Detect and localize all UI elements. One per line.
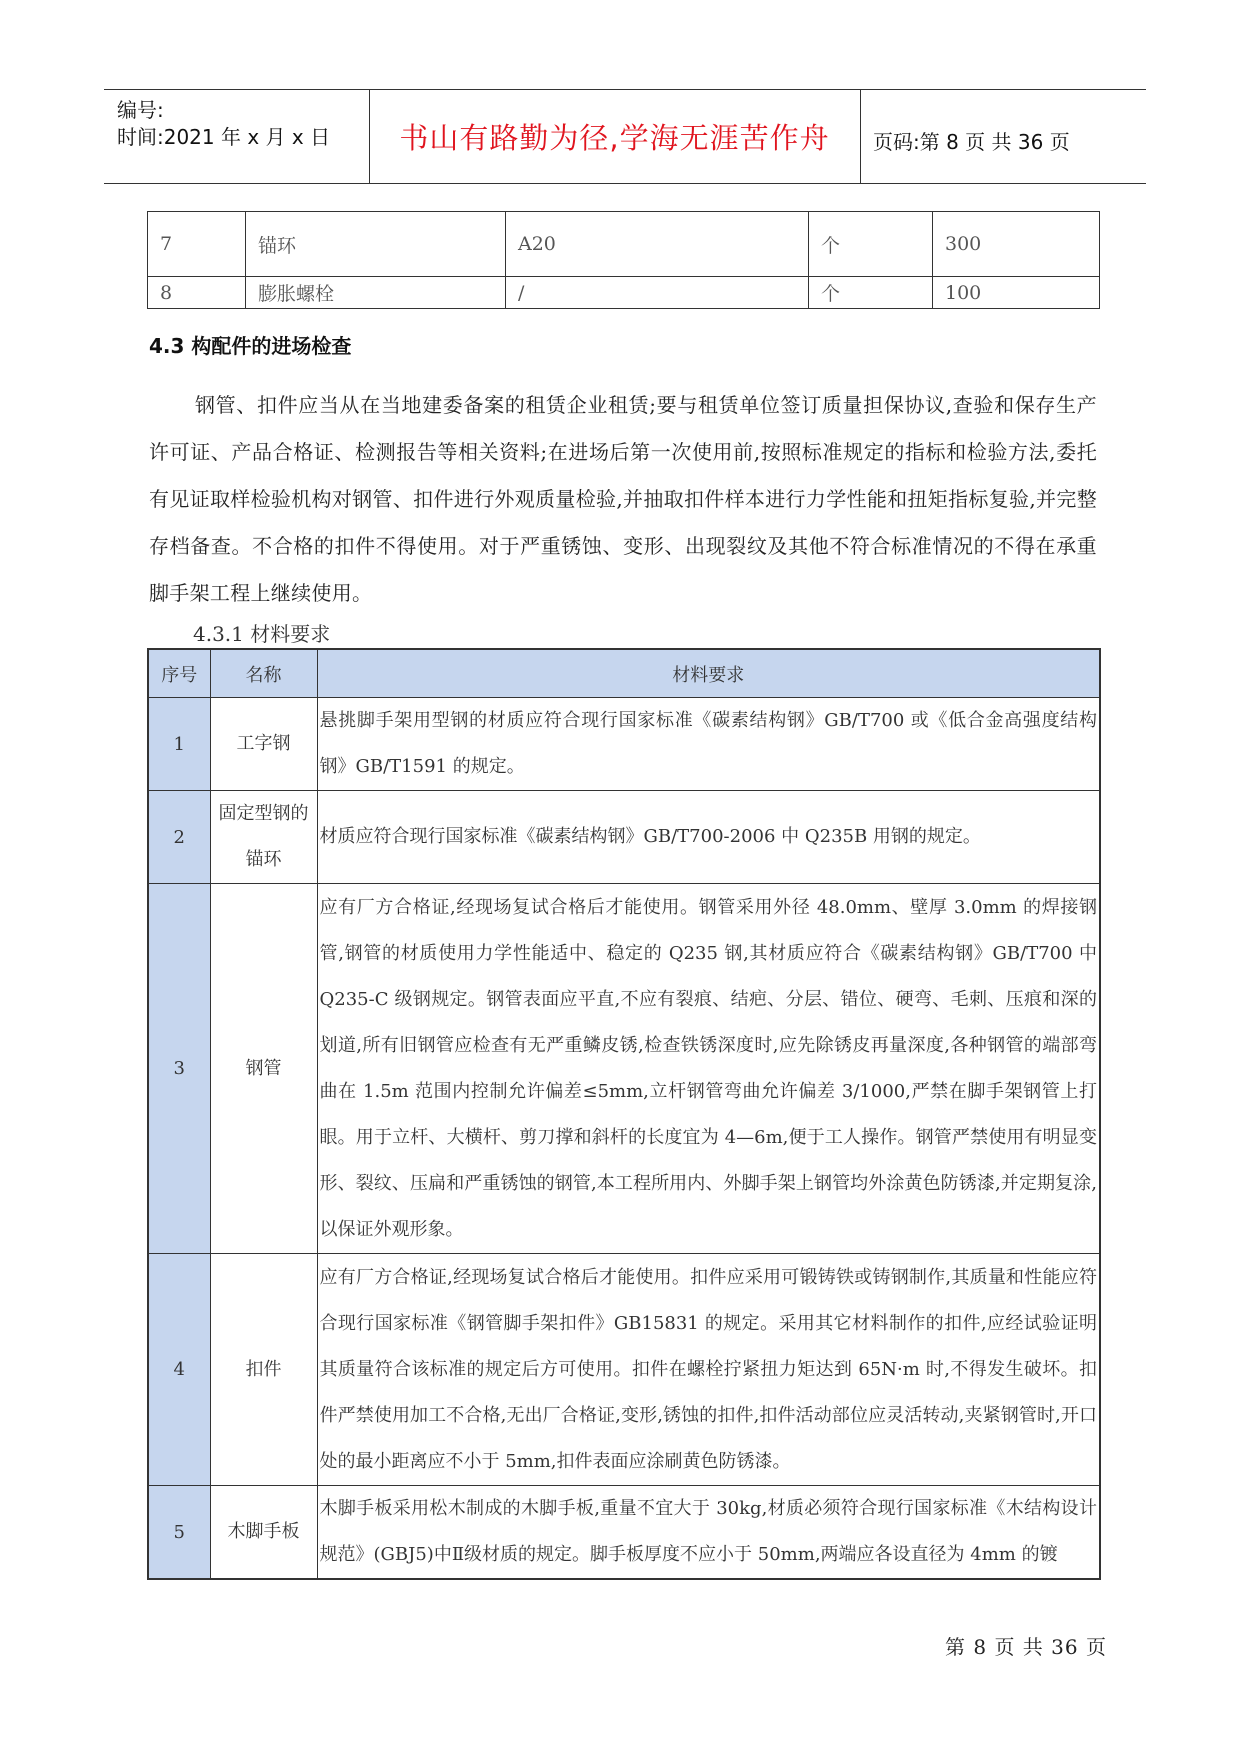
- serial-label: 编号:: [117, 98, 164, 122]
- cell-no: 7: [148, 212, 246, 277]
- table-row: [148, 277, 1100, 309]
- header-top-rule: [104, 89, 1146, 90]
- table-row: [148, 1486, 1100, 1580]
- materials-list-table: [147, 211, 1100, 309]
- table-row: [148, 212, 1100, 277]
- section-heading: 4.3 构配件的进场检查: [149, 334, 352, 358]
- cell-unit: 个: [809, 212, 933, 277]
- page-footer: 第 8 页 共 36 页: [945, 1635, 1107, 1659]
- table-row: [148, 791, 1100, 884]
- row-no: 3: [148, 884, 210, 1254]
- header-divider-right: [860, 89, 861, 183]
- row-no: 5: [148, 1486, 210, 1580]
- material-requirements-table: [147, 648, 1101, 1580]
- page-number-label: 页码:第 8 页 共 36 页: [873, 130, 1070, 154]
- row-requirement: 应有厂方合格证,经现场复试合格后才能使用。扣件应采用可锻铸铁或铸钢制作,其质量和性能应符合现行国家标准《钢管脚手架扣件》GB15831 的规定。采用其它材料制作的扣件,应经试验证明其质量符合该标准的规定后方可使用。扣件在螺栓拧紧扭力矩达到 65N·m 时,不得发生破坏。扣件严禁使用加工不合格,无出厂合格证,变形,锈蚀的扣件,扣件活动部位应灵活转动,夹紧钢管时,开口处的最小距离应不小于 5mm,扣件表面应涂刷黄色防锈漆。: [317, 1254, 1100, 1486]
- row-name: 钢管: [210, 884, 317, 1254]
- row-name: 工字钢: [210, 698, 317, 791]
- row-name: 扣件: [210, 1254, 317, 1486]
- cell-no: 8: [148, 277, 246, 309]
- cell-spec: /: [506, 277, 809, 309]
- row-no: 2: [148, 791, 210, 884]
- section-paragraph: 钢管、扣件应当从在当地建委备案的租赁企业租赁;要与租赁单位签订质量担保协议,查验和保存生产许可证、产品合格证、检测报告等相关资料;在进场后第一次使用前,按照标准规定的指标和检验方法,委托有见证取样检验机构对钢管、扣件进行外观质量检验,并抽取扣件样本进行力学性能和扭矩指标复验,并完整存档备查。不合格的扣件不得使用。对于严重锈蚀、变形、出现裂纹及其他不符合标准情况的不得在承重脚手架工程上继续使用。: [149, 393, 1097, 605]
- cell-spec: A20: [506, 212, 809, 277]
- cell-qty: 300: [933, 212, 1100, 277]
- table-row: [148, 884, 1100, 1254]
- header-motto: 书山有路勤为径,学海无涯苦作舟: [399, 121, 830, 155]
- cell-unit: 个: [809, 277, 933, 309]
- row-requirement: 材质应符合现行国家标准《碳素结构钢》GB/T700-2006 中 Q235B 用钢的规定。: [317, 791, 1100, 884]
- row-name: 木脚手板: [210, 1486, 317, 1580]
- row-no: 1: [148, 698, 210, 791]
- header-bottom-rule: [104, 183, 1146, 184]
- row-no: 4: [148, 1254, 210, 1486]
- table-header-row: [148, 649, 1100, 698]
- cell-name: 膨胀螺栓: [246, 277, 506, 309]
- table-row: [148, 1254, 1100, 1486]
- row-name: 固定型钢的锚环: [210, 791, 317, 884]
- row-requirement: 悬挑脚手架用型钢的材质应符合现行国家标准《碳素结构钢》GB/T700 或《低合金高强度结构钢》GB/T1591 的规定。: [317, 698, 1100, 791]
- time-label: 时间:2021 年 x 月 x 日: [117, 125, 331, 149]
- subsection-heading: 4.3.1 材料要求: [193, 622, 331, 646]
- cell-name: 锚环: [246, 212, 506, 277]
- header-no: 序号: [148, 649, 210, 698]
- header-requirement: 材料要求: [317, 649, 1100, 698]
- header-name: 名称: [210, 649, 317, 698]
- row-requirement: 应有厂方合格证,经现场复试合格后才能使用。钢管采用外径 48.0mm、壁厚 3.0mm 的焊接钢管,钢管的材质使用力学性能适中、稳定的 Q235 钢,其材质应符合《碳素结构钢》GB/T700 中 Q235-C 级钢规定。钢管表面应平直,不应有裂痕、结疤、分层、错位、硬弯、毛刺、压痕和深的划道,所有旧钢管应检查有无严重鳞皮锈,检查铁锈深度时,应先除锈皮再量深度,各种钢管的端部弯曲在 1.5m 范围内控制允许偏差≤5mm,立杆钢管弯曲允许偏差 3/1000,严禁在脚手架钢管上打眼。用于立杆、大横杆、剪刀撑和斜杆的长度宜为 4—6m,便于工人操作。钢管严禁使用有明显变形、裂纹、压扁和严重锈蚀的钢管,本工程所用内、外脚手架上钢管均外涂黄色防锈漆,并定期复涂,以保证外观形象。: [317, 884, 1100, 1254]
- table-row: [148, 698, 1100, 791]
- row-requirement-text: 木脚手板采用松木制成的木脚手板,重量不宜大于 30kg,材质必须符合现行国家标准《木结构设计规范》(GBJ5)中Ⅱ级材质的规定。脚手板厚度不应小于 50mm,两端应各设直径为 4mm 的镀: [319, 1498, 1097, 1565]
- row-requirement: [317, 1486, 1100, 1580]
- cell-qty: 100: [933, 277, 1100, 309]
